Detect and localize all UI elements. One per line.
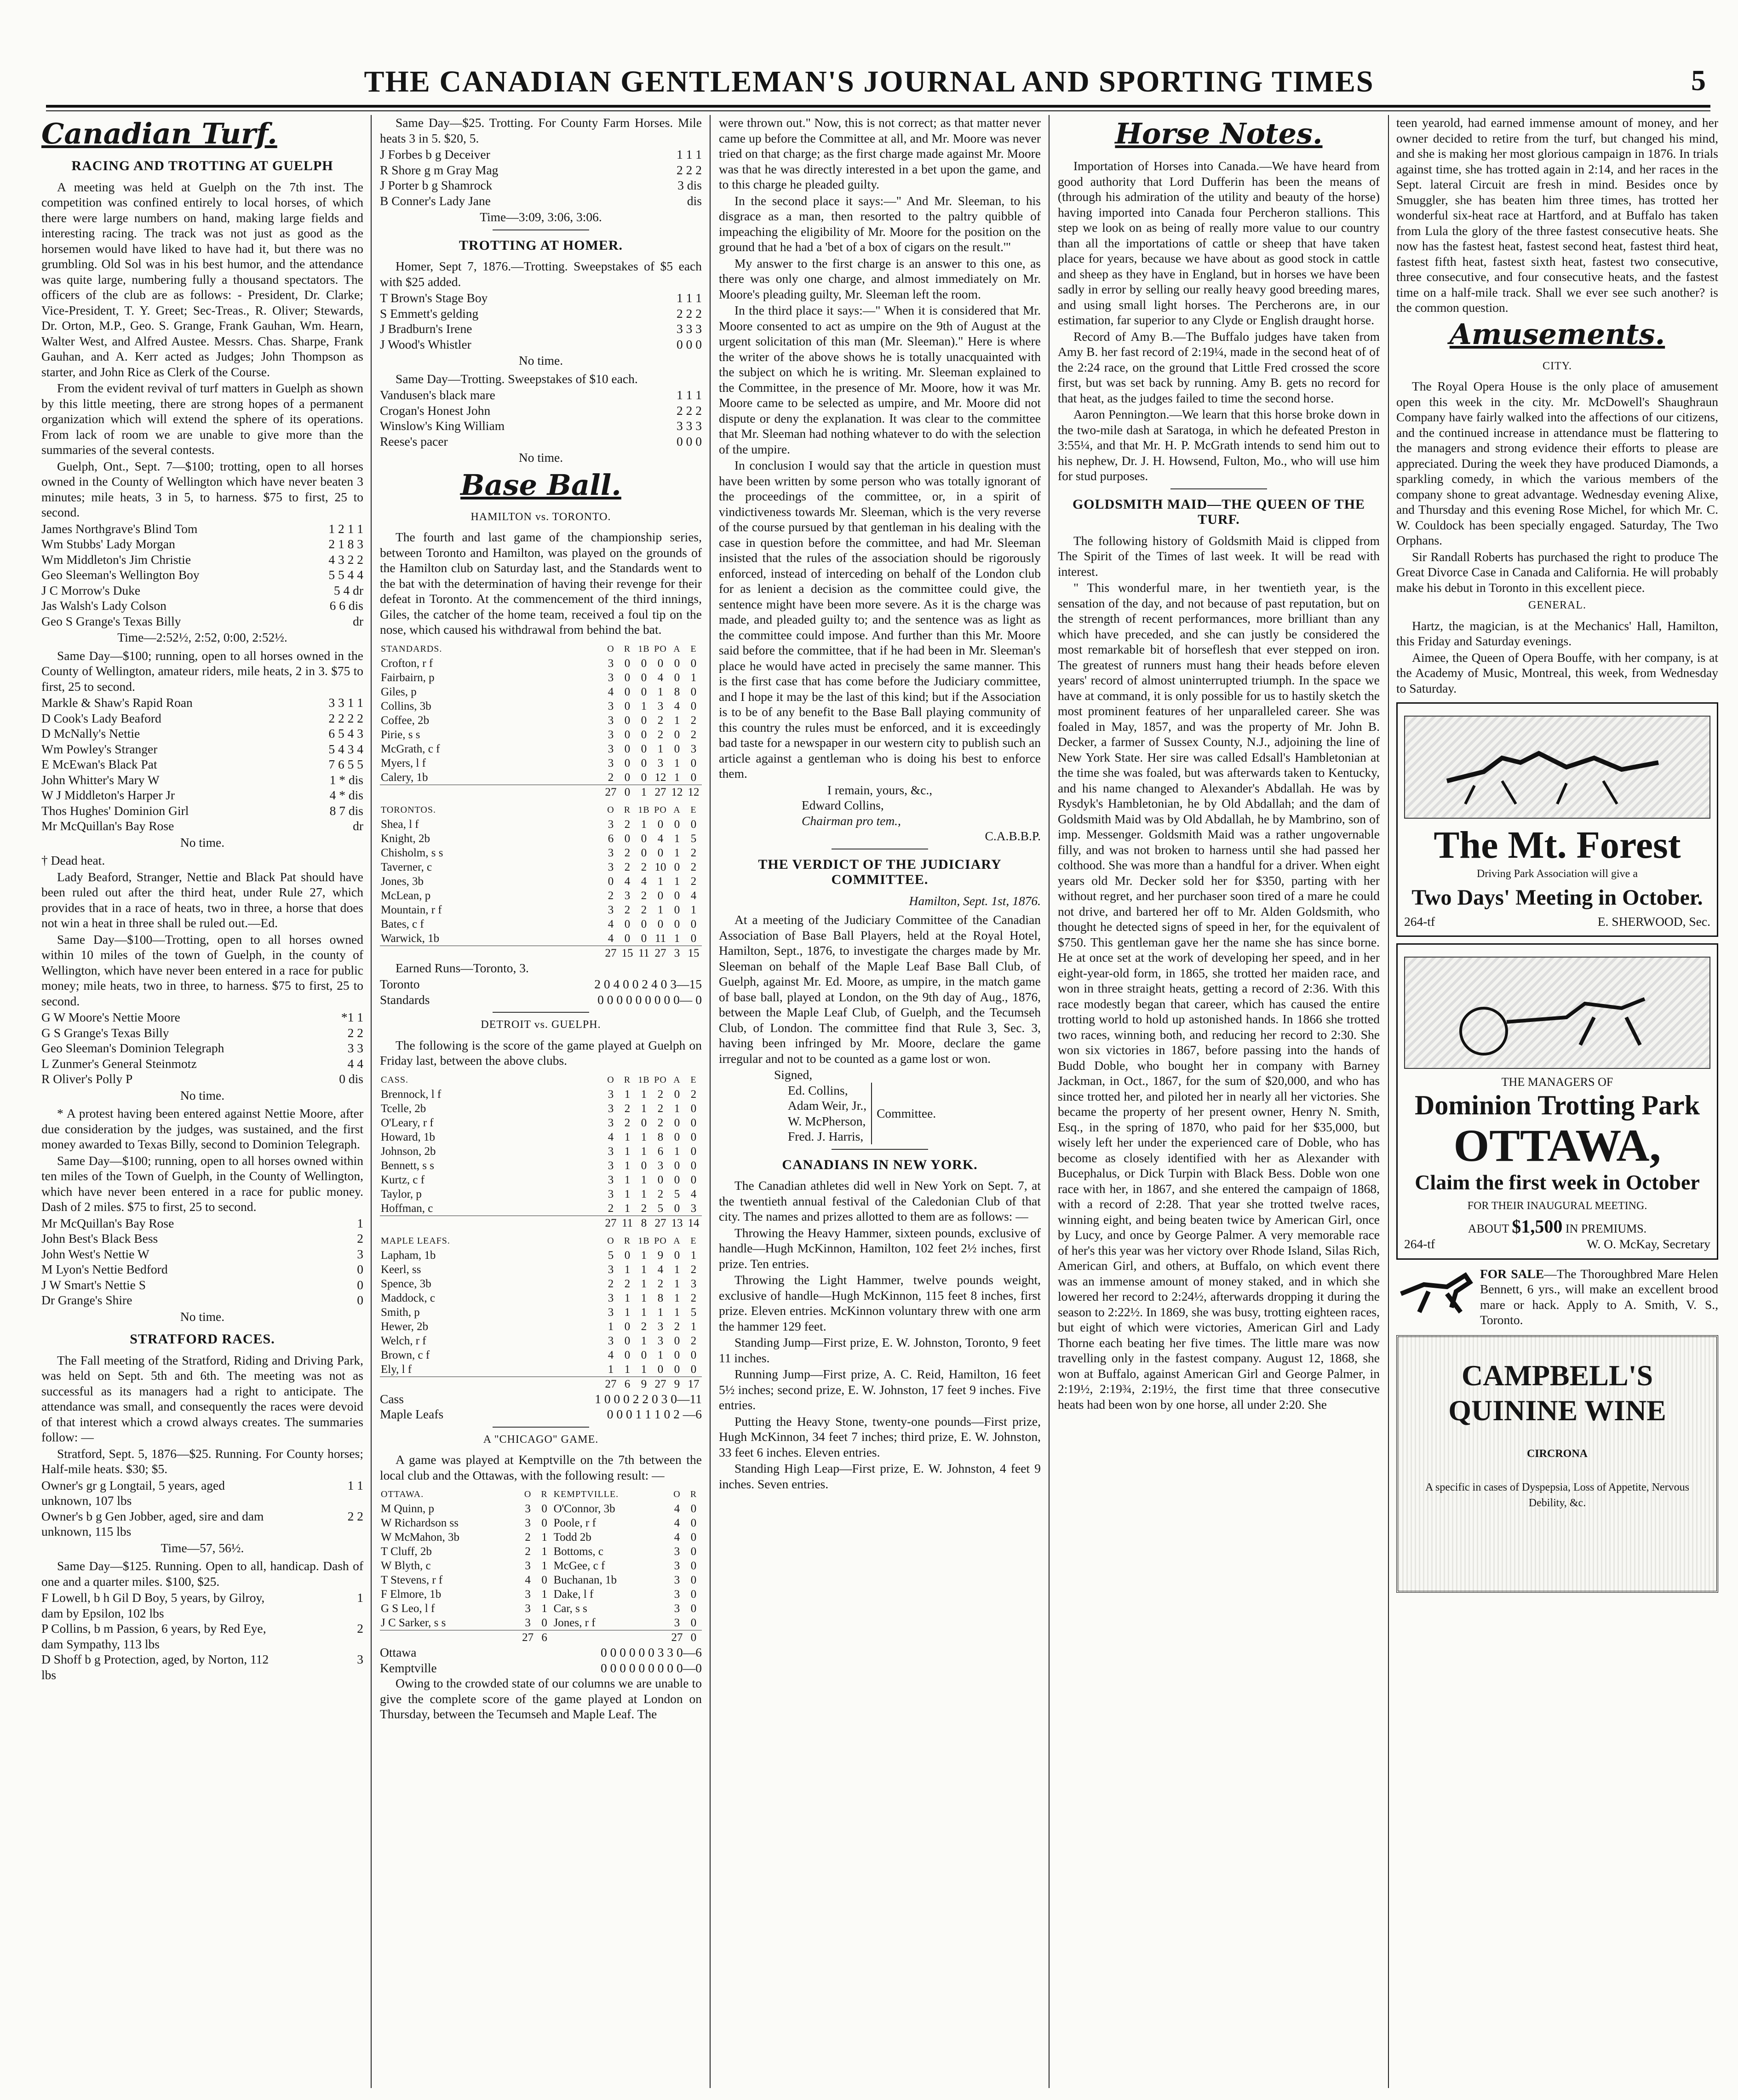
- table-row: Welch, r f 3 0 1 3 0 2: [381, 1334, 697, 1347]
- table-row: O'Leary, r f 3 2 0 2 0 0: [381, 1116, 697, 1129]
- box-score-table: [380, 638, 702, 960]
- innings-line: Standards 0 0 0 0 0 0 0 0 0— 0: [380, 992, 702, 1007]
- race-conditions: Homer, Sept 7, 1876.—Trotting. Sweepstakes of $5 each with $25 added.: [380, 259, 702, 289]
- divider: [1170, 488, 1267, 489]
- advertisement-dominion-trotting-park: [1396, 943, 1718, 1260]
- table-total-row: 27 6 27 0: [380, 1630, 702, 1645]
- classified-heading: FOR SALE: [1480, 1266, 1544, 1281]
- race-summary: [41, 1590, 363, 1682]
- table-row: J C Sarker, s s 3 0 Jones, r f 3 0: [381, 1617, 697, 1629]
- ad-headline: Dominion Trotting Park: [1414, 1090, 1700, 1120]
- signer: Ed. Collins,: [788, 1083, 848, 1097]
- ad-footer: A specific in cases of Dyspepsia, Loss of Appetite, Nervous Debility, &c.: [1425, 1481, 1689, 1509]
- box-score-header: OTTAWA. O R KEMPTVILLE. O R: [381, 1489, 697, 1499]
- earned-runs: Earned Runs—Toronto, 3.: [396, 960, 529, 975]
- race-entry: Wm Middleton's Jim Christie 4 3 2 2: [41, 552, 363, 567]
- race-entry: unknown, 107 lbs: [41, 1493, 132, 1508]
- table-row: Chisholm, s s 3 2 0 0 1 2: [381, 846, 697, 859]
- table-row: Knight, 2b 6 0 0 4 1 5: [381, 832, 697, 845]
- table-row: Hoffman, c 2 1 2 5 0 3: [381, 1202, 697, 1215]
- race-entry: P Collins, b m Passion, 6 years, by Red Eye, 2: [41, 1621, 363, 1635]
- paragraph: " This wonderful mare, in her twentieth year, is the sensation of the day, and not because of past reputation, but on the strength of recent performances, more brilliant than any which have preceded, and she can justly be considered the most remarkable bit of horseflesh that ever stepped on iron. The greatest of runners must hang their heads before eleven years' record of almost uninterrupted triumph. In the space we have at command, it is only possible for us to hastily sketch the most prominent features of her unparalleled career. She was foaled in May, 1857, and was the property of Mr. John B. Decker, a farmer of Sussex County, N.J., adjoining the line of New York State. Her sire was called Edsall's Hambletonian at the time she was foaled, but was afterwards taken to Kentucky, and his name changed to Alexander's Abdallah. He was by Rysdyk's Hambletonian, he by Old Abdallah; and the dam of Goldsmith Maid was by Old Abdallah, he by Mambrino, son of imp. Messenger. Goldsmith Maid was a rather ungovernable filly, and was not broken to harness until she had passed her colthood. She was more than a handful for a driver. When eight years old Mr. Decker sold her for $350, parting with her without regret, and her purchaser soon tired of a mare he could not drive, and bartered her off to Mr. Alden Goldsmith, who thought he detected signs of speed in her, for the equivalent of $750. This gentleman gave her the name she has since borne. He at once set at the work of developing her speed, and in her eight-year-old form, in 1865, she trotted her maiden race, and won in three straight heats, getting a record of 2:36. With this race modestly began that career, which has caused the entire trotting world to hold up astonished hands. In 1866 she trotted two races, winning both, and reducing her record to 2:30. She won six victories in 1867, before passing into the hands of Budd Doble, who bought her in company with Barney Jackman, in Oct., 1867, for the sum of $20,000, and who has since trotted her, and piloted her in nearly all her victories. She became the property of her present owner, Henry N. Smith, Esq., in the spring of 1870, who paid for her $35,000, but wisely left her under the experienced care of Doble, who has become as closely identified with her as Alexander with Bucephalus, or Dick Turpin with Black Bess. Doble won one race with her, in 1867, and she entered the campaign of 1868, with a record of 2:28. That year she trotted twelve races, winning eight, and being beaten twice by American Girl, once by Lucy, and once by George Palmer. A very memorable race of her's this year was her victory over Rhode Island, Silas Rich, American Girl, and others, at Buffalo, on which event there was an immense amount of money staked, and in which she lowered her record to 2:24½, afterwards dropping it during the season to 2:22½. In 1869, she was busy, trotting eighteen races, but eight of which were victories, American Girl and Lady Thorne each beating her five times. The little mare was now travelling only in the fastest company. August 12, 1868, she won at Buffalo, against American Girl and George Palmer, in 2:19½, 2:19¾, 2:19½, the first time that three consecutive heats had been won by one horse, all under 2:20. She: [1058, 580, 1380, 1411]
- table-row: Kurtz, c f 3 1 1 0 0 0: [381, 1173, 697, 1186]
- ad-line: THE MANAGERS OF: [1501, 1075, 1613, 1089]
- signature-title: Chairman pro tem.,: [802, 813, 901, 828]
- race-entry: Reese's pacer 0 0 0: [380, 434, 702, 448]
- paragraph: Aimee, the Queen of Opera Bouffe, with her company, is at the Academy of Music, Montreal, this week, from Wednesday to Saturday.: [1396, 650, 1718, 695]
- paragraph: Standing High Leap—First prize, E. W. Johnston, 4 feet 9 inches. Seven entries.: [719, 1461, 1041, 1491]
- paragraph: Running Jump—First prize, A. C. Reid, Hamilton, 16 feet 5½ inches; second prize, E. W. Johnston, 17 feet 9 inches. Five entries.: [719, 1367, 1041, 1412]
- box-score-header: MAPLE LEAFS. O R 1B PO A E: [381, 1235, 697, 1246]
- table-row: F Elmore, 1b 3 1 Dake, l f 3 0: [381, 1588, 697, 1601]
- race-entry: dam Sympathy, 113 lbs: [41, 1636, 160, 1651]
- table-row: Tcelle, 2b 3 2 1 2 1 0: [381, 1102, 697, 1115]
- paragraph: The following is the score of the game played at Guelph on Friday last, between the above clubs.: [380, 1038, 702, 1067]
- paragraph: Hartz, the magician, is at the Mechanics' Hall, Hamilton, this Friday and Saturday evenings.: [1396, 618, 1718, 648]
- race-conditions: Same Day—Trotting. Sweepstakes of $10 each.: [396, 371, 638, 386]
- race-time: Time—57, 56½.: [161, 1540, 244, 1555]
- running-horse-icon: [1396, 1266, 1474, 1317]
- race-summary: [41, 1216, 363, 1308]
- ad-signature: E. SHERWOOD, Sec.: [1597, 914, 1710, 929]
- race-conditions: Same Day—$125. Running. Open to all, handicap. Dash of one and a quarter miles. $100, $25.: [41, 1559, 363, 1589]
- ad-line: FOR THEIR INAUGURAL MEETING.: [1467, 1200, 1647, 1212]
- ad-brand: CAMPBELL'S QUININE WINE: [1448, 1359, 1666, 1427]
- signer: Fred. J. Harris,: [788, 1129, 864, 1143]
- race-entry: Wm Stubbs' Lady Morgan 2 1 8 3: [41, 537, 363, 551]
- box-score-header: TORONTOS. O R 1B PO A E: [381, 804, 697, 815]
- box-score-table: [380, 1069, 702, 1391]
- column-divider: [371, 115, 372, 2088]
- race-conditions: Same Day—$100—Trotting, open to all horses owned within 10 miles of the town of Guelph, in the county of Wellington, which have never been entered in a race for public money; mile heats, two in three, to harness. $75 to first, 25 to second.: [41, 932, 363, 1008]
- column-divider: [1049, 115, 1050, 2088]
- innings-line: Ottawa 0 0 0 0 0 0 3 3 0—6: [380, 1645, 702, 1659]
- paragraph: Throwing the Heavy Hammer, sixteen pounds, exclusive of handle—Hugh McKinnon, Hamilton, 102 feet 2½ inches, first prize. Ten entries.: [719, 1225, 1041, 1271]
- article-headline: CANADIANS IN NEW YORK.: [782, 1157, 978, 1172]
- table-row: W Blyth, c 3 1 McGee, c f 3 0: [381, 1560, 697, 1572]
- table-row: Fairbairn, p 3 0 0 4 0 1: [381, 671, 697, 684]
- race-entry: dam by Epsilon, 102 lbs: [41, 1606, 164, 1620]
- table-row: Myers, l f 3 0 0 3 1 0: [381, 757, 697, 769]
- race-conditions: Guelph, Ont., Sept. 7—$100; trotting, open to all horses owned in the County of Wellington which have never beaten 3 minutes; mile heats, 3 in 5, to harness. $75 to first, 25 to second.: [41, 459, 363, 519]
- box-score-header: CASS. O R 1B PO A E: [381, 1074, 697, 1085]
- horse-race-engraving: [1404, 716, 1710, 819]
- innings-line: Cass 1 0 0 0 2 2 0 3 0—11: [380, 1391, 702, 1406]
- section-heading-amusements: Amusements.: [1449, 317, 1665, 351]
- classified-ad: FOR SALE—The Thoroughbred Mare Helen Bennett, 6 yrs., will make an excellent brood mare or hack. Apply to A. Smith, V. S., Toronto.: [1480, 1266, 1718, 1327]
- ad-code: 264-tf: [1404, 1237, 1435, 1251]
- subsection-label: GENERAL.: [1528, 599, 1586, 611]
- paragraph: At a meeting of the Judiciary Committee of the Canadian Association of Base Ball Players, held at the Royal Hotel, Hamilton, Sept., 1876, to investigate the charges made by Mr. Sleeman on behalf of the Maple Leaf Base Ball Club, of Guelph, against Mr. Ed. Moore, as umpire, in the match game of base ball, played at London, on the 9th day of Aug., 1876, between the Maple Leaf Club, of Guelph, and the Tecumseh Club, of London. The committee find that Rule 3, Sec. 3, having been infringed by Mr. Moore, declare the game irregular and not to be counted as a game lost or won.: [719, 912, 1041, 1066]
- dateline: Hamilton, Sept. 1st, 1876.: [909, 893, 1041, 908]
- paragraph: In the second place it says:—" And Mr. Sleeman, to his disgrace as a man, then resorted to the paltry quibble of impeaching the eligibility of Mr. Moore for the position on the ground that he had a 'bet of a box of cigars on the result.'": [719, 193, 1041, 254]
- innings-line: Maple Leafs 0 0 0 1 1 1 0 2 —6: [380, 1407, 702, 1421]
- table-row: Howard, 1b 4 1 1 8 0 0: [381, 1130, 697, 1143]
- table-row: Coffee, 2b 3 0 0 2 1 2: [381, 714, 697, 727]
- section-heading-base-ball: Base Ball.: [460, 468, 621, 502]
- article-headline: RACING AND TROTTING AT GUELPH: [71, 158, 333, 173]
- premium-amount: $1,500: [1512, 1216, 1563, 1237]
- paragraph: In conclusion I would say that the article in question must have been written by some person who was totally ignorant of the proceedings of the committee, or, in a spirit of vindictiveness towards Mr. Sleeman, which is the very reverse of the course pursued by that gentleman in his dealing with the case in question before the committee, and had Mr. Sleeman insisted that the rules of the association should be rigorously enforced, instead of interceding on behalf of the London club for as lenient a decision as the committee could give, the sentence might have been more severe. As it is the charge was made, and pleaded guilty to; and the sentence was as light as the committee could impose. And further than this Mr. Moore said before the committee, that if he had been in Mr. Sleeman's place he would have acted in precisely the same manner. This is the first case that has come before the Judiciary committee, and I hope it may be the last of this kind; but if the Association is to be of any benefit to the Base Ball playing community of this country the rules must be enforced, and it is exceedingly bad taste for a newspaper in our western city to publish such an article against a gentleman who is doing his best to enforce them.: [719, 458, 1041, 780]
- ad-title: The Mt. Forest: [1434, 824, 1681, 866]
- race-conditions: Same Day—$100; running, open to all horses owned in the County of Wellington, amateur riders, mile heats, 2 in 3. $75 to first, 25 to second.: [41, 648, 363, 694]
- innings-line: Toronto 2 0 4 0 0 2 4 0 3—15: [380, 977, 702, 991]
- race-entry: D Shoff b g Protection, aged, by Norton, 112 3: [41, 1652, 363, 1666]
- race-conditions: Same Day—$100; running, open to all horses owned within ten miles of the Town of Guelph, in the County of Wellington, which have never been entered in a race for public money. Dash of 2 miles. $75 to first, 25 to second.: [41, 1153, 363, 1214]
- race-conditions: Same Day—$25. Trotting. For County Farm Horses. Mile heats 3 in 5. $20, 5.: [380, 115, 702, 145]
- divider: [493, 1427, 589, 1428]
- paragraph: were thrown out." Now, this is not correct; as that matter never came up before the Committee at all, and Mr. Moore was never tried on that charge; as the first charge made against Mr. Moore was that he was directly interested in a bet upon the game, and to this charge he pleaded guilty.: [719, 115, 1041, 191]
- race-entry: Owner's gr g Longtail, 5 years, aged 1 1: [41, 1478, 363, 1492]
- race-entry: Geo Sleeman's Wellington Boy 5 5 4 4: [41, 568, 363, 582]
- table-row: T Cluff, 2b 2 1 Bottoms, c 3 0: [381, 1545, 697, 1558]
- paragraph: Standing Jump—First prize, E. W. Johnston, Toronto, 9 feet 11 inches.: [719, 1335, 1041, 1365]
- table-row: W McMahon, 3b 2 1 Todd 2b 4 0: [381, 1531, 697, 1543]
- race-entry: Thos Hughes' Dominion Girl 8 7 dis: [41, 803, 363, 818]
- ad-line: ABOUT $1,500 IN PREMIUMS.: [1468, 1216, 1647, 1237]
- race-entry: Markle & Shaw's Rapid Roan 3 3 1 1: [41, 695, 363, 710]
- innings-line: Kemptville 0 0 0 0 0 0 0 0 0—0: [380, 1660, 702, 1675]
- race-time: No time.: [518, 353, 563, 367]
- race-entry: Vandusen's black mare 1 1 1: [380, 388, 702, 402]
- ad-headline: Claim the first week in October: [1415, 1170, 1700, 1194]
- table-row: Brown, c f 4 0 0 1 0 0: [381, 1348, 697, 1361]
- race-entry: Mr McQuillan's Bay Rose dr: [41, 819, 363, 833]
- race-conditions: Stratford, Sept. 5, 1876—$25. Running. For County horses; Half-mile heats. $30; $5.: [41, 1446, 363, 1476]
- race-entry: W J Middleton's Harper Jr 4 * dis: [41, 788, 363, 802]
- column-divider: [1388, 115, 1389, 2088]
- game-headline: A "CHICAGO" GAME.: [483, 1433, 599, 1446]
- race-entry: G W Moore's Nettie Moore *1 1: [41, 1010, 363, 1024]
- paragraph: The Fall meeting of the Stratford, Riding and Driving Park, was held on Sept. 5th and 6th. The meeting was not as successful as its managers had a right to anticipate. The attendance was small, and consequently the races were devoid of that interest which a crowd always creates. The summaries follow: —: [41, 1353, 363, 1444]
- table-row: W Richardson ss 3 0 Poole, r f 4 0: [381, 1517, 697, 1529]
- advertisement-campbells-quinine-wine: [1396, 1335, 1718, 1593]
- race-entry: Wm Powley's Stranger 5 4 3 4: [41, 741, 363, 756]
- box-score-table: [380, 1484, 702, 1645]
- race-entry: Jas Walsh's Lady Colson 6 6 dis: [41, 598, 363, 613]
- paragraph: The Canadian athletes did well in New York on Sept. 7, at the twentieth annual festival of the Caledonian Club of that city. The names and prizes allotted to them are as follows: —: [719, 1178, 1041, 1223]
- paragraph: Sir Randall Roberts has purchased the right to produce The Great Divorce Case in Canada and California. He will probably make his debut in Toronto in this excellent piece.: [1396, 549, 1718, 595]
- ad-signature: W. O. McKay, Secretary: [1586, 1237, 1710, 1251]
- table-row: Brennock, l f 3 1 1 2 0 2: [381, 1088, 697, 1101]
- article-headline: TROTTING AT HOMER.: [459, 237, 623, 253]
- game-headline: DETROIT vs. GUELPH.: [481, 1019, 601, 1031]
- race-entry: R Oliver's Polly P 0 dis: [41, 1072, 363, 1086]
- column-3: [719, 115, 1041, 2088]
- ad-subtitle: Driving Park Association will give a: [1477, 868, 1638, 880]
- masthead-rule-thin: [46, 110, 1710, 111]
- signature-org: C.A.B.B.P.: [985, 829, 1041, 843]
- race-summary: [380, 147, 702, 208]
- column-5: [1396, 115, 1718, 2088]
- divider: [493, 1012, 589, 1013]
- paragraph: Putting the Heavy Stone, twenty-one pounds—First prize, Hugh McKinnon, 34 feet 7 inches; third prize, E. W. Johnston, 33 feet 6 inches. Eleven entries.: [719, 1414, 1041, 1459]
- ad-headline: Two Days' Meeting in October.: [1411, 885, 1703, 910]
- signer: W. McPherson,: [788, 1113, 866, 1128]
- page-number: 5: [1691, 64, 1706, 97]
- signature-name: Edward Collins,: [802, 798, 884, 812]
- column-divider: [710, 115, 711, 2088]
- race-summary: [41, 521, 363, 629]
- footnote: † Dead heat.: [41, 853, 105, 867]
- race-entry: Geo Sleeman's Dominion Telegraph 3 3: [41, 1041, 363, 1055]
- table-total-row: 27 0 1 27 12 12: [380, 785, 702, 799]
- paragraph: The Royal Opera House is the only place of amusement open this week in the city. Mr. McDowell's Shaughraun Company have fairly walked into the affections of our citizens, and the continued increase in attendance must be flattering to the managers and strong evidence their efforts to please are appreciated. During the week they have produced Diamonds, a sparkling comedy, in which the various members of the company shone to great advantage. Wednesday evening Alixe, and Thursday and this evening Rose Michel, for which Mr. C. W. Couldock has been specially engaged. Saturday, The Two Orphans.: [1396, 379, 1718, 547]
- editor-note: Lady Beaford, Stranger, Nettie and Black Pat should have been ruled out after the third heat, under Rule 27, which provides that in a race of heats, two in three, a horse that does not win a heat in three shall be ruled out.—Ed.: [41, 869, 363, 930]
- race-entry: M Lyon's Nettie Bedford 0: [41, 1262, 363, 1276]
- ad-headline: OTTAWA,: [1453, 1119, 1661, 1171]
- race-entry: S Emmett's gelding 2 2 2: [380, 306, 702, 321]
- section-heading-canadian-turf: Canadian Turf.: [41, 117, 277, 150]
- masthead-rule-thick: [46, 105, 1710, 108]
- table-row: M Quinn, p 3 0 O'Connor, 3b 4 0: [381, 1503, 697, 1515]
- table-row: Calery, 1b 2 0 0 12 1 0: [381, 771, 697, 784]
- paragraph: In the third place it says:—" When it is considered that Mr. Moore consented to act as umpire on the 9th of August at the urgent solicitation of this man (Mr. Sleeman)." Here is where the writer of the above shows he is totally unacquainted with the subject on which he is writing. Mr. Sleeman explained to the Committee, in the presence of Mr. Moore, how it was Mr. Moore came to be selected as umpire, and Mr. Moore did not dispute or deny the explanation. It was clear to the committee that Mr. Sleeman had nothing whatever to do with the selection of the umpire.: [719, 303, 1041, 456]
- race-entry: J Porter b g Shamrock 3 dis: [380, 178, 702, 192]
- advertisement-mt-forest: [1396, 702, 1718, 937]
- table-row: Bennett, s s 3 1 0 3 0 0: [381, 1159, 697, 1172]
- sulky-engraving: [1404, 957, 1710, 1069]
- race-entry: James Northgrave's Blind Tom 1 2 1 1: [41, 521, 363, 536]
- race-entry: F Lowell, b h Gil D Boy, 5 years, by Gilroy, 1: [41, 1590, 363, 1605]
- race-summary: [380, 387, 702, 449]
- committee-label: Committee.: [877, 1106, 936, 1120]
- table-row: Collins, 3b 3 0 1 3 4 0: [381, 700, 697, 712]
- game-headline: HAMILTON vs. TORONTO.: [470, 511, 611, 523]
- table-row: Maddock, c 3 1 1 8 1 2: [381, 1291, 697, 1304]
- footnote: * A protest having been entered against Nettie Moore, after due consideration by the judges, was sustained, and the first money awarded to Texas Billy, second to Dominion Telegraph.: [41, 1106, 363, 1151]
- paragraph: Importation of Horses into Canada.—We have heard from good authority that Lord Dufferin has been the means of (through his admiration of the utility and beauty of the horse) having imported into Canada four Percheron stallions. This step we look on as being of really more value to our country than all the importations of cattle or sheep that have taken place for years, because we have about as good stock in cattle and sheep as they have in England, but in horses we have been sadly in error by selling our really heavy good breeding mares, and using small light horses. The Percherons are, in our estimation, far superior to any Clyde or English draught horse.: [1058, 159, 1380, 327]
- masthead: [18, 41, 1720, 101]
- box-score-header: STANDARDS. O R 1B PO A E: [381, 643, 697, 654]
- race-time: Time—2:52½, 2:52, 0:00, 2:52½.: [117, 630, 287, 644]
- paragraph: teen yearold, had earned immense amount of money, and her owner decided to retire from the turf, but changed his mind, and she is making her most glorious campaign in 1876. In trials against time, she has trotted again in 2:14, and her races in the Sept. lateral Circuit are fresh in mind. Besides once by Smuggler, she has beaten him three times, has trotted her wonderful six-heat race at Hartford, and at Buffalo has taken from Lula the glory of the three fastest consecutive heats. She now has the fastest heat, fastest second heat, fastest third heat, fastest fifth heat, fastest sixth heat, fastest two consecutive, three consecutive, and four consecutive heats, and the fastest time on a half-mile track. Shall we ever see such another? is the common question.: [1396, 115, 1718, 315]
- horse-and-sulky-icon: [1428, 967, 1686, 1059]
- race-entry: J C Morrow's Duke 5 4 dr: [41, 583, 363, 597]
- paragraph: My answer to the first charge is an answer to this one, as there was only one charge, and almost immediately on Mr. Moore's pleading guilty, Mr. Sleeman left the room.: [719, 256, 1041, 301]
- race-entry: lbs: [41, 1667, 57, 1682]
- table-row: Pirie, s s 3 0 0 2 0 2: [381, 728, 697, 741]
- paragraph: Aaron Pennington.—We learn that this horse broke down in the two-mile dash at Saratoga, in which he defeated Preston in 3:55¼, and that Mr. H. P. McGrath intends to send him out to his nephew, Dr. J. H. Howsend, Fulton, Mo., who will use him for stud purposes.: [1058, 407, 1380, 483]
- race-entry: L Zunmer's General Steinmotz 4 4: [41, 1056, 363, 1071]
- race-time: No time.: [180, 1309, 225, 1324]
- ad-code: 264-tf: [1404, 914, 1435, 929]
- race-entry: Dr Grange's Shire 0: [41, 1293, 363, 1307]
- paragraph: Throwing the Light Hammer, twelve pounds weight, exclusive of handle—Hugh McKinnon, 115 feet 8 inches, first prize. Eleven entries. McKinnon voluntary threw with one arm the hammer 129 feet.: [719, 1273, 1041, 1333]
- table-total-row: 27 11 8 27 13 14: [380, 1216, 702, 1230]
- table-row: Bates, c f 4 0 0 0 0 0: [381, 918, 697, 930]
- table-total-row: 27 6 9 27 9 17: [380, 1377, 702, 1391]
- race-time: No time.: [180, 1088, 225, 1102]
- race-entry: J W Smart's Nettie S 0: [41, 1277, 363, 1292]
- race-summary: [41, 1478, 363, 1539]
- table-row: McLean, p 2 3 2 0 0 4: [381, 889, 697, 902]
- table-row: Hewer, 2b 1 0 2 3 2 1: [381, 1320, 697, 1333]
- race-entry: John Best's Black Bess 2: [41, 1231, 363, 1245]
- subsection-label: CITY.: [1543, 360, 1572, 372]
- table-row: Keerl, ss 3 1 1 4 1 2: [381, 1263, 697, 1276]
- newspaper-title: THE CANADIAN GENTLEMAN'S JOURNAL AND SPORTING TIMES: [364, 65, 1374, 98]
- race-summary: [41, 1010, 363, 1087]
- race-time: Time—3:09, 3:06, 3:06.: [480, 210, 602, 224]
- ad-maker: CIRCRONA: [1527, 1447, 1588, 1460]
- race-entry: Winslow's King William 3 3 3: [380, 419, 702, 433]
- table-row: Jones, 3b 0 4 4 1 1 2: [381, 875, 697, 888]
- table-row: T Stevens, r f 4 0 Buchanan, 1b 3 0: [381, 1574, 697, 1586]
- paragraph: Record of Amy B.—The Buffalo judges have taken from Amy B. her fast record of 2:19¼, made in the second heat of of the 2:24 race, on the ground that Little Fred crossed the score first, but was set back by running. Amy B. gets no record for that heat, as the judges failed to time the second horse.: [1058, 329, 1380, 405]
- signer: Adam Weir, Jr.,: [788, 1098, 867, 1113]
- race-entry: John Whitter's Mary W 1 * dis: [41, 772, 363, 787]
- advertisement-for-sale: [1396, 1266, 1718, 1329]
- race-summary: [41, 695, 363, 834]
- table-total-row: 27 15 11 27 3 15: [380, 946, 702, 960]
- race-entry: John West's Nettie W 3: [41, 1246, 363, 1261]
- table-row: Spence, 3b 2 2 1 2 1 3: [381, 1277, 697, 1290]
- race-entry: D Cook's Lady Beaford 2 2 2 2: [41, 711, 363, 725]
- race-entry: R Shore g m Gray Mag 2 2 2: [380, 162, 702, 177]
- committee-signatures: [719, 1083, 1041, 1144]
- column-4: [1058, 115, 1380, 2088]
- signed-label: Signed,: [774, 1067, 813, 1082]
- table-row: G S Leo, l f 3 1 Car, s s 3 0: [381, 1602, 697, 1615]
- column-2: [380, 115, 702, 2088]
- article-headline: STRATFORD RACES.: [130, 1331, 275, 1347]
- table-row: McGrath, c f 3 0 0 1 0 3: [381, 742, 697, 755]
- race-entry: B Conner's Lady Jane dis: [380, 193, 702, 208]
- table-row: Shea, l f 3 2 1 0 0 0: [381, 818, 697, 831]
- race-time: No time.: [518, 450, 563, 465]
- table-row: Smith, p 3 1 1 1 1 5: [381, 1306, 697, 1319]
- article-headline: THE VERDICT OF THE JUDICIARY COMMITTEE.: [758, 856, 1002, 887]
- race-entry: Crogan's Honest John 2 2 2: [380, 403, 702, 418]
- letter-closing: I remain, yours, &c.,: [827, 782, 933, 797]
- paragraph: The fourth and last game of the championship series, between Toronto and Hamilton, was played on the grounds of the Hamilton club on Saturday last, and the Standards went to the bat with the determination of having their revenge for their defeat in Toronto. At the commencement of the third innings, Giles, the catcher of the home team, received a foul tip on the nose, which caused his withdrawal from behind the bat.: [380, 530, 702, 637]
- paragraph: A meeting was held at Guelph on the 7th inst. The competition was confined entirely to local horses, of which there were large numbers on hand, making large fields and interesting racing. The track was not just as good as the horsemen would have liked to have had it, but there was no grumbling. Old Sol was in his best humor, and the attendance was quite large, numbering fully a thousand spectators. The officers of the club are as follows: - President, Dr. Clarke; Vice-President, T. Y. Greet; Sec-Treas., R. Oliver; Stewards, Dr. Orton, M.P., Geo. S. Grange, Frank Gauhan, Wm. Hearn, Walter West, and Alfred Austee. Messrs. Chas. Sharpe, Frank Gauhan, and A. Kerr acted as Judges; John Thompson as starter, and John Rice as Clerk of the Course.: [41, 179, 363, 379]
- table-row: Giles, p 4 0 0 1 8 0: [381, 685, 697, 698]
- race-entry: E McEwan's Black Pat 7 6 5 5: [41, 757, 363, 771]
- race-entry: Geo S Grange's Texas Billy dr: [41, 614, 363, 628]
- section-heading-horse-notes: Horse Notes.: [1115, 117, 1323, 150]
- table-row: Warwick, 1b 4 0 0 11 1 0: [381, 932, 697, 945]
- table-row: Lapham, 1b 5 0 1 9 0 1: [381, 1249, 697, 1262]
- race-entry: J Forbes b g Deceiver 1 1 1: [380, 147, 702, 161]
- racing-horses-icon: [1428, 726, 1686, 809]
- table-row: Taylor, p 3 1 1 2 5 4: [381, 1188, 697, 1200]
- table-row: Johnson, 2b 3 1 1 6 1 0: [381, 1145, 697, 1158]
- race-summary: [380, 290, 702, 352]
- table-row: Crofton, r f 3 0 0 0 0 0: [381, 657, 697, 670]
- divider: [832, 1149, 928, 1150]
- race-entry: Owner's b g Gen Jobber, aged, sire and dam 2 2: [41, 1509, 363, 1523]
- table-row: Mountain, r f 3 2 2 1 0 1: [381, 903, 697, 916]
- race-entry: D McNally's Nettie 6 5 4 3: [41, 726, 363, 740]
- race-entry: J Bradburn's Irene 3 3 3: [380, 321, 702, 336]
- table-row: Ely, l f 1 1 1 0 0 0: [381, 1363, 697, 1376]
- race-entry: unknown, 115 lbs: [41, 1524, 132, 1538]
- race-entry: J Wood's Whistler 0 0 0: [380, 337, 702, 351]
- race-entry: Mr McQuillan's Bay Rose 1: [41, 1216, 363, 1230]
- race-entry: T Brown's Stage Boy 1 1 1: [380, 291, 702, 305]
- table-row: Taverner, c 3 2 2 10 0 2: [381, 861, 697, 873]
- article-headline: GOLDSMITH MAID—THE QUEEN OF THE TURF.: [1072, 496, 1365, 527]
- paragraph: Owing to the crowded state of our columns we are unable to give the complete score of the game played at London on Thursday, between the Tecumseh and Maple Leaf. The: [380, 1676, 702, 1721]
- paragraph: A game was played at Kemptville on the 7th between the local club and the Ottawas, with the following result: —: [380, 1452, 702, 1482]
- paragraph: From the evident revival of turf matters in Guelph as shown by this little meeting, there are strong hopes of a permanent organization which will extend the sphere of its operations. From lack of room we are unable to give more than the summaries of the several contests.: [41, 381, 363, 457]
- paragraph: The following history of Goldsmith Maid is clipped from The Spirit of the Times of last week. It will be read with interest.: [1058, 533, 1380, 579]
- column-1: [41, 115, 363, 2088]
- race-time: No time.: [180, 835, 225, 849]
- race-entry: G S Grange's Texas Billy 2 2: [41, 1025, 363, 1040]
